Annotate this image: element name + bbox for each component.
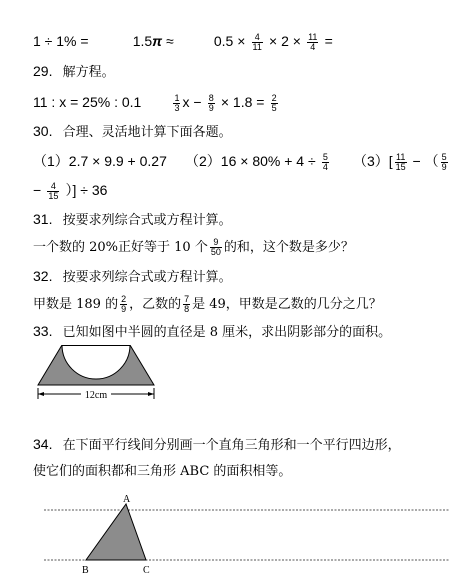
question-number: 33. bbox=[33, 323, 53, 339]
text-part: ，乙数的 bbox=[129, 297, 182, 312]
triangle-abc bbox=[86, 504, 146, 560]
pi-symbol: π bbox=[152, 33, 163, 49]
semicircle-trapezoid-figure bbox=[34, 345, 160, 403]
calc-row bbox=[33, 33, 333, 52]
question-text: 在下面平行线间分别画一个直角三角形和一个平行四边形， bbox=[62, 438, 401, 453]
question-title: 合理、灵活地计算下面各题。 bbox=[62, 125, 232, 140]
question-32-heading bbox=[33, 268, 232, 286]
vertex-b-label: B bbox=[82, 565, 89, 576]
expr-pi-a: 1.5 bbox=[132, 33, 153, 49]
question-text: 已知如图中半圆的直径是 8 厘米，求出阴影部分的面积。 bbox=[62, 325, 392, 340]
question-34-line-1 bbox=[33, 436, 401, 454]
question-title: 按要求列综合式或方程计算。 bbox=[62, 270, 232, 285]
expr-pi-b: ≈ bbox=[162, 33, 174, 49]
question-number: 32. bbox=[33, 268, 53, 284]
problem-3: （3）[ bbox=[352, 153, 393, 169]
equation-ratio: 11 : x = 25% : 0.1 bbox=[33, 94, 142, 110]
q30-problems-row bbox=[33, 153, 450, 172]
question-33-text bbox=[33, 323, 391, 341]
vertex-c-label: C bbox=[143, 565, 150, 576]
problem-1: （1）2.7 × 9.9 + 0.27 bbox=[33, 153, 167, 169]
question-number: 30. bbox=[33, 123, 53, 139]
fraction: $\frac{4}{15}$ bbox=[48, 181, 59, 201]
fraction: $\frac{5}{4}$ bbox=[322, 152, 328, 172]
expr-product-a: 0.5 × bbox=[213, 33, 246, 49]
fraction: $\frac{2}{5}$ bbox=[271, 93, 277, 113]
question-text: 使它们的面积都和三角形 ABC 的面积相等。 bbox=[33, 464, 292, 479]
equation-part: × 1.8 = bbox=[220, 94, 265, 110]
problem-3-part: − （ bbox=[408, 153, 439, 169]
problem-2: （2）16 × 80% + 4 ÷ bbox=[185, 153, 316, 169]
fraction: $\frac{2}{9}$ bbox=[121, 294, 127, 314]
q30-problem-3-continued bbox=[33, 182, 107, 201]
question-29-heading bbox=[33, 63, 115, 81]
fraction: $\frac{11}{4}$ bbox=[308, 32, 318, 52]
question-title: 解方程。 bbox=[62, 65, 115, 80]
question-number: 34. bbox=[33, 436, 53, 452]
question-number: 31. bbox=[33, 211, 53, 227]
question-31-text bbox=[33, 238, 354, 257]
expr-product-b: × 2 × bbox=[269, 33, 301, 49]
fraction: $\frac{4}{11}$ bbox=[252, 32, 262, 52]
fraction: $\frac{5}{9}$ bbox=[441, 152, 447, 172]
text-part: 甲数是 189 的 bbox=[33, 297, 119, 312]
arrow-right-icon bbox=[148, 392, 154, 396]
problem-3-part: ）] ÷ 36 bbox=[65, 182, 108, 198]
triangle-abc-figure bbox=[36, 494, 456, 580]
vertex-a-label: A bbox=[123, 494, 131, 505]
expr-percent: 1 ÷ 1% = bbox=[33, 33, 89, 49]
question-32-text bbox=[33, 295, 382, 314]
expr-product-c: = bbox=[324, 33, 333, 49]
fraction: $\frac{7}{8}$ bbox=[184, 294, 190, 314]
equations-row bbox=[33, 94, 280, 113]
text-part: 是 49，甲数是乙数的几分之几？ bbox=[192, 297, 382, 312]
arrow-left-icon bbox=[38, 392, 44, 396]
fraction: $\frac{1}{3}$ bbox=[174, 93, 180, 113]
question-number: 29. bbox=[33, 63, 53, 79]
fraction: $\frac{11}{15}$ bbox=[395, 152, 406, 172]
dimension-label: 12cm bbox=[84, 390, 108, 401]
fraction: $\frac{8}{9}$ bbox=[208, 93, 214, 113]
question-title: 按要求列综合式或方程计算。 bbox=[62, 213, 232, 228]
question-30-heading bbox=[33, 123, 232, 141]
fraction: $\frac{9}{50}$ bbox=[210, 237, 221, 257]
text-part: 的和，这个数是多少？ bbox=[223, 240, 354, 255]
problem-3-part: − bbox=[33, 182, 42, 198]
equation-part: x − bbox=[182, 94, 202, 110]
question-31-heading bbox=[33, 211, 232, 229]
text-part: 一个数的 20%正好等于 10 个 bbox=[33, 240, 208, 255]
question-34-line-2 bbox=[33, 464, 291, 480]
